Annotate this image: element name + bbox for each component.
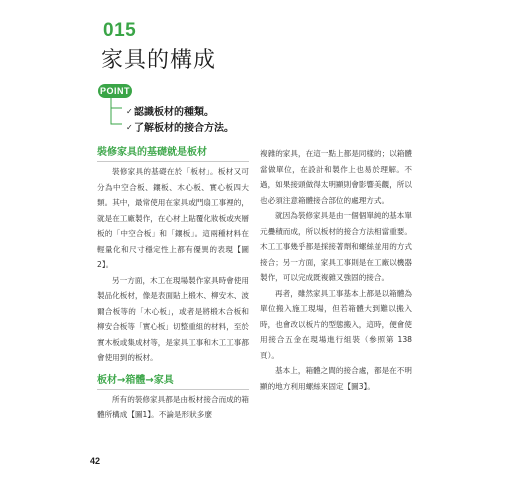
section-heading: 裝修家具的基礎就是板材 (97, 146, 249, 162)
point-item (126, 119, 234, 134)
body-paragraph: 就因為裝修家具是由一個個單純的基本單元疊積而成，所以板材的接合方法相當重要。木工工事幾乎都是採接著劑和螺絲並用的方式接合；另一方面，家具工事則是在工廠以機器製作，可以完成既複雜又強固的接合。 (260, 211, 412, 282)
check-icon: ✓ (126, 107, 133, 116)
point-connector-icon (110, 98, 122, 128)
check-icon: ✓ (126, 123, 133, 132)
body-paragraph: 複雜的家具，在這一點上都是同樣的；以箱體當做單位，在設計和製作上也易於理解。不過，如果接頭做得太明顯則會影響美觀，所以也必須注意箱體接合部位的處理方式。 (260, 149, 412, 205)
body-paragraph: 裝修家具的基礎在於「板材」。板材又可分為中空合板、鑲板、木心板、實心板四大類。其中，最常使用在家具或門扇工事裡的，就是在工廠製作，在心材上貼覆化妝板或夾層板的「中空合板」和「鑲板」。這兩種材料在輕量化和尺寸穩定性上都有優異的表現【圖2】。 (97, 167, 249, 269)
point-item-text: 認識板材的種類。 (134, 107, 214, 118)
chapter-number: 015 (103, 20, 137, 41)
body-paragraph: 所有的裝修家具都是由板材接合而成的箱體所構成【圖1】。不論是形狀多麼 (97, 394, 249, 419)
point-item (126, 103, 214, 118)
point-item-text: 了解板材的接合方法。 (134, 123, 234, 134)
chapter-title: 家具的構成 (101, 48, 217, 73)
left-column (97, 146, 249, 423)
body-paragraph: 基本上，箱體之間的接合處，都是在不明顯的地方利用螺絲來固定【圖3】。 (260, 366, 412, 391)
body-paragraph: 再者，雖然家具工事基本上都是以箱體為單位搬入施工現場，但若箱體大到難以搬入時，也會改以板片的型態搬入，這時，便會使用接合五金在現場進行組裝（參照第 138 頁）。 (260, 288, 412, 360)
body-paragraph: 另一方面，木工在現場製作家具時會使用製品化板材，像是表面貼上椴木、柳安木、波爾合板等的「木心板」，或者是將椴木合板和柳安合板等「實心板」切整重組的材料，至於實木板或集成材等，是家具工事和木工工事都會使用到的板材。 (97, 275, 249, 362)
section-heading: 板材→箱體→家具 (97, 374, 249, 390)
point-badge: POINT (99, 86, 130, 96)
page-number: 42 (90, 456, 101, 466)
right-column (260, 146, 412, 394)
